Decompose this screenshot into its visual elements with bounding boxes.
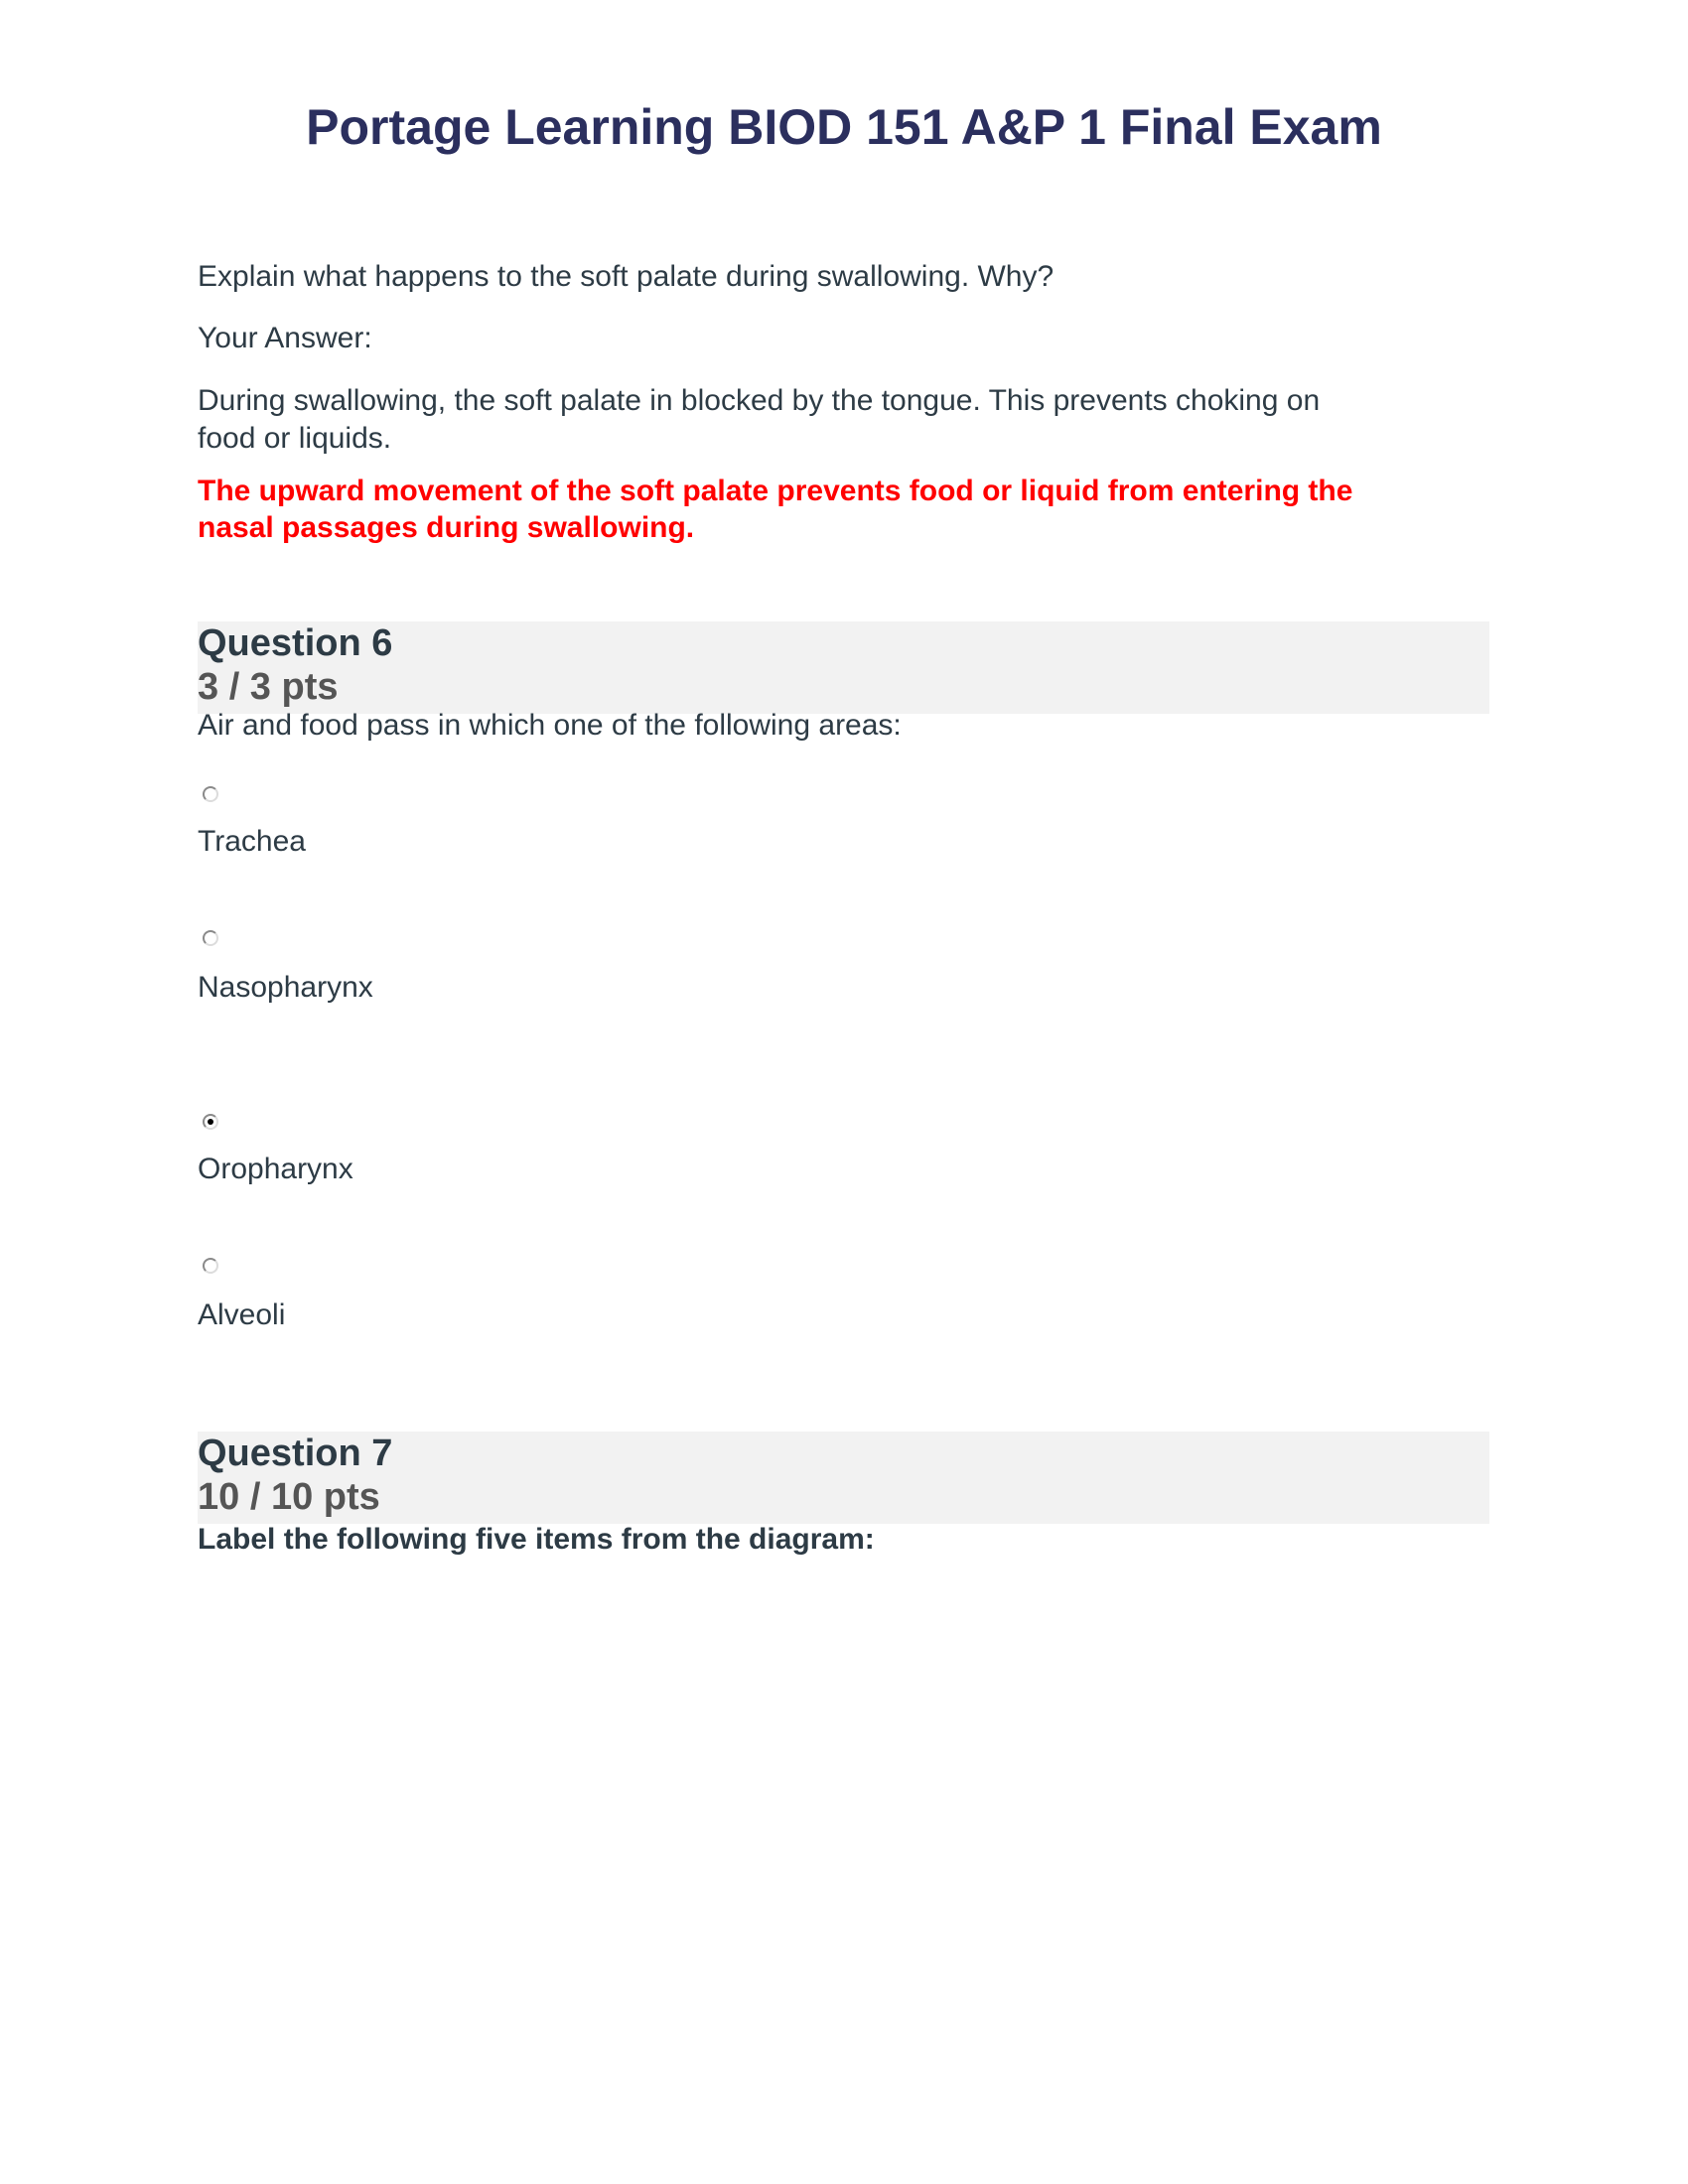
radio-oropharynx[interactable]: [203, 1114, 218, 1130]
question-prompt: Explain what happens to the soft palate during swallowing. Why?: [198, 260, 1055, 293]
correct-answer-line-2: nasal passages during swallowing.: [198, 511, 695, 544]
option-label-trachea: Trachea: [198, 825, 306, 858]
your-answer-text-line-2: food or liquids.: [198, 422, 392, 455]
radio-alveoli[interactable]: [203, 1258, 218, 1274]
question-points: 3 / 3 pts: [198, 666, 339, 708]
correct-answer-line-1: The upward movement of the soft palate prevents food or liquid from entering the: [198, 475, 1353, 507]
question-title: Question 7: [198, 1433, 393, 1474]
your-answer-text-line-1: During swallowing, the soft palate in blocked by the tongue. This prevents choking on: [198, 384, 1321, 417]
option-label-oropharynx: Oropharynx: [198, 1153, 353, 1185]
option-label-alveoli: Alveoli: [198, 1298, 286, 1331]
option-label-nasopharynx: Nasopharynx: [198, 971, 373, 1004]
document-title: Portage Learning BIOD 151 A&P 1 Final Exam: [306, 99, 1382, 155]
radio-trachea[interactable]: [203, 786, 218, 802]
question-prompt: Air and food pass in which one of the following areas:: [198, 709, 902, 742]
question-prompt: Label the following five items from the diagram:: [198, 1523, 875, 1556]
question-title: Question 6: [198, 622, 393, 664]
question-7-header: [198, 1432, 1489, 1524]
question-points: 10 / 10 pts: [198, 1476, 380, 1518]
your-answer-label: Your Answer:: [198, 322, 372, 354]
question-6-header: [198, 621, 1489, 714]
radio-nasopharynx[interactable]: [203, 930, 218, 946]
